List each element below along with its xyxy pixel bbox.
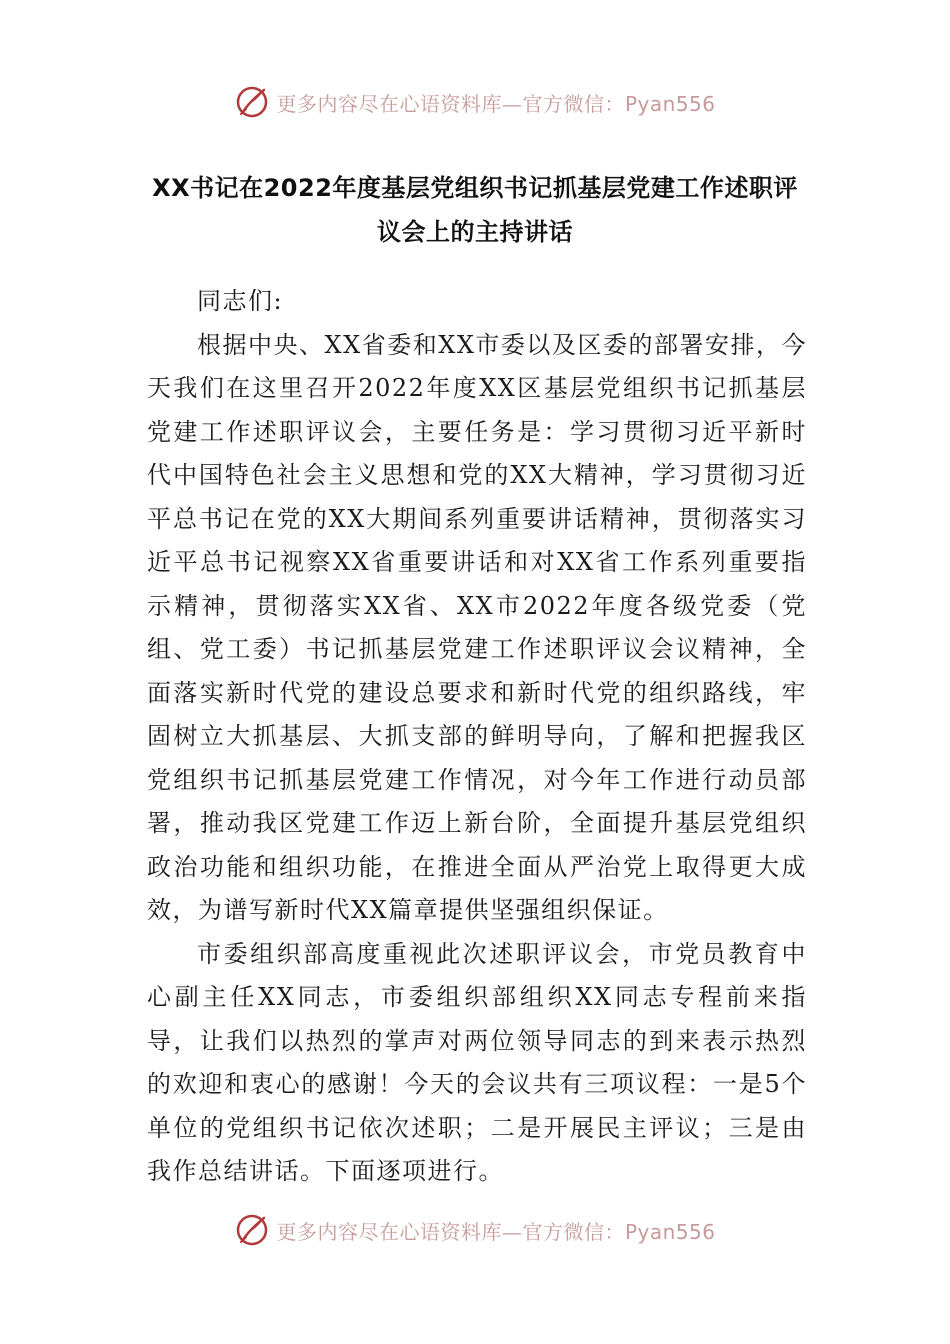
watermark-banner-bottom <box>0 1208 950 1252</box>
watermark-text: 更多内容尽在心语资料库—官方微信：Pyan556 <box>276 1219 716 1244</box>
watermark-banner-top <box>0 80 950 124</box>
paragraph-2: 市委组织部高度重视此次述职评议会，市党员教育中心副主任XX同志，市委组织部组织XX同志专程前来指导，让我们以热烈的掌声对两位领导同志的到来表示热烈的欢迎和衷心的感谢！今天的会议共有三项议程：一是5个单位的党组织书记依次述职；二是开展民主评议；三是由我作总结讲话。下面逐项进行。 <box>147 939 807 1185</box>
quill-pen-logo-icon <box>234 1212 270 1248</box>
watermark-handle: Pyan556 <box>624 1219 716 1244</box>
quill-pen-logo-icon <box>234 84 270 120</box>
document-title: XX书记在2022年度基层党组织书记抓基层党建工作述职评议会上的主持讲话 <box>152 174 798 246</box>
salutation: 同志们: <box>197 287 284 315</box>
watermark-handle: Pyan556 <box>624 91 716 116</box>
paragraph-1: 根据中央、XX省委和XX市委以及区委的部署安排，今天我们在这里召开2022年度XX区基层党组织书记抓基层党建工作述职评议会，主要任务是：学习贯彻习近平新时代中国特色社会主义思想和党的XX大精神，学习贯彻习近平总书记在党的XX大期间系列重要讲话精神，贯彻落实习近平总书记视察XX省重要讲话和对XX省工作系列重要指示精神，贯彻落实XX省、XX市2022年度各级党委（党组、党工委）书记抓基层党建工作述职评议会议精神，全面落实新时代党的建设总要求和新时代党的组织路线，牢固树立大抓基层、大抓支部的鲜明导向，了解和把握我区党组织书记抓基层党建工作情况，对今年工作进行动员部署，推动我区党建工作迈上新台阶，全面提升基层党组织政治功能和组织功能，在推进全面从严治党上取得更大成效，为谱写新时代XX篇章提供坚强组织保证。 <box>147 330 807 924</box>
watermark-text: 更多内容尽在心语资料库—官方微信：Pyan556 <box>276 91 716 116</box>
document-body <box>147 280 807 1194</box>
